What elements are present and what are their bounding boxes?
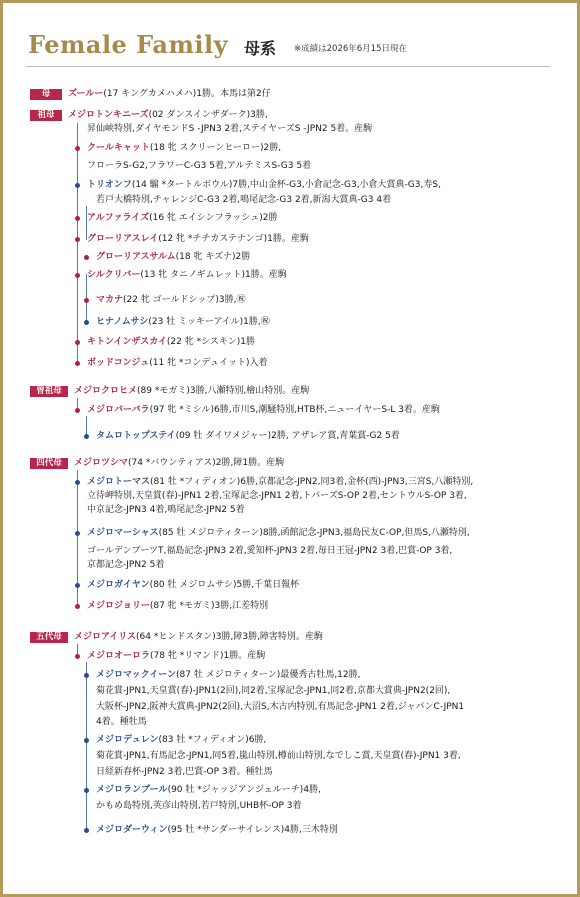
entry: メジロジョリー(87 牝 *モガミ)3勝,江差特別 <box>87 601 269 611</box>
entry-detail: 菊花賞-JPN1,天皇賞(春)-JPN1(2回),同2着,宝塚記念-JPN1,同2着,京都大賞典-JPN2(2回), <box>96 686 451 696</box>
granddam-badge: 祖母 <box>30 110 62 121</box>
entry: メジロダーウィン(95 牡 *サンダーサイレンス)4勝,三木特別 <box>96 825 338 835</box>
entry-dot <box>84 738 89 743</box>
entry-detail: 大阪杯-JPN2,阪神大賞典-JPN2(2回),大沼S,木古内特別,有馬記念-JPN1 2着,ジャパンC-JPN1 <box>96 702 465 712</box>
entry-dot <box>75 583 80 588</box>
header-divider <box>26 66 550 67</box>
entry-detail: フローラS-G2,フラワーC-G3 5着,アルテミスS-G3 5着 <box>87 161 312 171</box>
page-subtitle: 母系 <box>244 39 277 58</box>
entry: グローリアスレイ(12 牝 *チチカステナンゴ)1勝。産駒 <box>87 234 309 244</box>
page-title: Female Family <box>28 30 229 59</box>
entry: メジロデュレン(83 牡 *フィディオン)6勝, <box>96 735 267 745</box>
entry-dot <box>75 531 80 536</box>
entry-fifth-dam: メジロアイリス(64 *ヒンドスタン)3勝,障3勝,障害特別。産駒 <box>74 632 323 642</box>
entry-detail: 昇仙峡特別,ダイヤモンドS -JPN3 2着,ステイヤーズS -JPN2 5着。産駒 <box>87 124 373 134</box>
entry-granddam: メジロトンキニーズ(02 ダンスインザダーク)3勝, <box>68 110 268 120</box>
fifth-dam-badge: 五代母 <box>30 632 68 643</box>
entry-dot <box>75 361 80 366</box>
entry-dot <box>84 255 89 260</box>
entry: ボッドコンジュ(11 牝 *コンデュイット)入着 <box>87 358 268 368</box>
entry-dot <box>84 828 89 833</box>
entry: シルクリバー(13 牝 タニノギムレット)1勝。産駒 <box>87 270 287 280</box>
entry: メジロガイヤン(80 牡 メジロムサシ)5勝,千葉日報杯 <box>87 580 300 590</box>
entry-dot <box>75 216 80 221</box>
entry-dot <box>75 480 80 485</box>
entry-dot <box>75 146 80 151</box>
entry: メジロマーシャス(85 牡 メジロティターン)8勝,函館記念-JPN3,福島民友C-OP,但馬S,八瀬特別, <box>87 528 470 538</box>
entry-detail: 4着。種牡馬 <box>96 717 147 727</box>
entry-detail: 日経新春杯-JPN2 3着,巴賞-OP 3着。種牡馬 <box>96 767 273 777</box>
entry-dot <box>75 237 80 242</box>
entry-dot <box>75 183 80 188</box>
entry-dot <box>84 434 89 439</box>
entry-detail: 立待岬特別,天皇賞(春)-JPN1 2着,宝塚記念-JPN1 2着,トパーズS-OP 2着,セントウルS-OP 3着, <box>87 491 467 501</box>
entry-dot <box>84 320 89 325</box>
entry-dot <box>84 788 89 793</box>
fourth-dam-badge: 四代母 <box>30 458 68 469</box>
entry-detail: ゴールデンブーツT,福島記念-JPN3 2着,愛知杯-JPN3 2着,毎日王冠-JPN2 3着,巴賞-OP 3着, <box>87 546 453 556</box>
as-of-note: ※成績は2026年6月15日現在 <box>294 44 407 54</box>
entry-detail: 京都記念-JPN2 5着 <box>87 560 165 570</box>
entry-dot <box>75 604 80 609</box>
entry: メジロバーバラ(97 牝 *ミシル)6勝,市川S,潮騒特別,HTB杯,ニューイヤーS-L 3着。産駒 <box>87 405 440 415</box>
entry-dot <box>84 298 89 303</box>
dam-badge: 母 <box>30 89 62 100</box>
tree-line <box>86 662 87 830</box>
entry: アルファライズ(16 牝 エイシンフラッシュ)2勝 <box>87 213 278 223</box>
tree-line <box>86 416 87 436</box>
tree-line <box>77 123 78 366</box>
entry-dot <box>75 340 80 345</box>
entry: マカナ(22 牝 ゴールドシップ)3勝,㊗ <box>96 295 246 305</box>
entry: メジロトーマス(81 牡 *フィディオン)6勝,京都記念-JPN2,同3着,金杯(西)-JPN3,三宮S,八瀬特別, <box>87 477 474 487</box>
entry: ヒナノムサシ(23 牡 ミッキーアイル)1勝,㊗ <box>96 317 270 327</box>
entry: メジロランブール(90 牡 *ジャッジアンジェルーチ)4勝, <box>96 785 321 795</box>
entry-dot <box>75 273 80 278</box>
entry: メジロマックイーン(87 牡 メジロティターン)最優秀古牡馬,12勝, <box>96 670 361 680</box>
entry-fourth-dam: メジロツシマ(74 *バウンティアス)2勝,障1勝。産駒 <box>74 458 285 468</box>
entry: タムロトップステイ(09 牡 ダイワメジャー)2勝, アザレア賞,青葉賞-G2 5着 <box>96 431 400 441</box>
entry: キトンインザスカイ(22 牝 *シスキン)1勝 <box>87 337 255 347</box>
entry-dam: ズールー(17 キングカメハメハ)1勝。本馬は第2仔 <box>68 89 271 99</box>
entry-detail: かもめ島特別,英彦山特別,若戸特別,UHB杯-OP 3着 <box>96 801 302 811</box>
entry-dot <box>84 673 89 678</box>
entry-dot <box>75 654 80 659</box>
entry-detail: 菊花賞-JPN1,有馬記念-JPN1,同5着,嵐山特別,樽前山特別,なでしこ賞,天皇賞(春)-JPN1 3着, <box>96 751 461 761</box>
entry-detail: 中京記念-JPN3 4着,鳴尾記念-JPN2 5着 <box>87 505 245 515</box>
entry: グローリアスサルム(18 牝 キズナ)2勝 <box>96 252 251 262</box>
great-granddam-badge: 曽祖母 <box>30 386 68 397</box>
entry-great-granddam: メジロクロヒメ(89 *モガミ)3勝,八瀬特別,檜山特別。産駒 <box>74 386 310 396</box>
entry-dot <box>75 408 80 413</box>
entry: クールキャット(18 牝 スクリーンヒーロー)2勝, <box>87 143 282 153</box>
entry-detail: 若戸大橋特別,チャレンジC-G3 2着,鳴尾記念-G3 2着,新潟大賞典-G3 4着 <box>96 195 392 205</box>
entry: メジロオーロラ(78 牝 *リマンド)1勝。産駒 <box>87 651 266 661</box>
entry: トリオンフ(14 騸 *タートルボウル)7勝,中山金杯-G3,小倉記念-G3,小倉大賞典-G3,寿S, <box>87 180 441 190</box>
